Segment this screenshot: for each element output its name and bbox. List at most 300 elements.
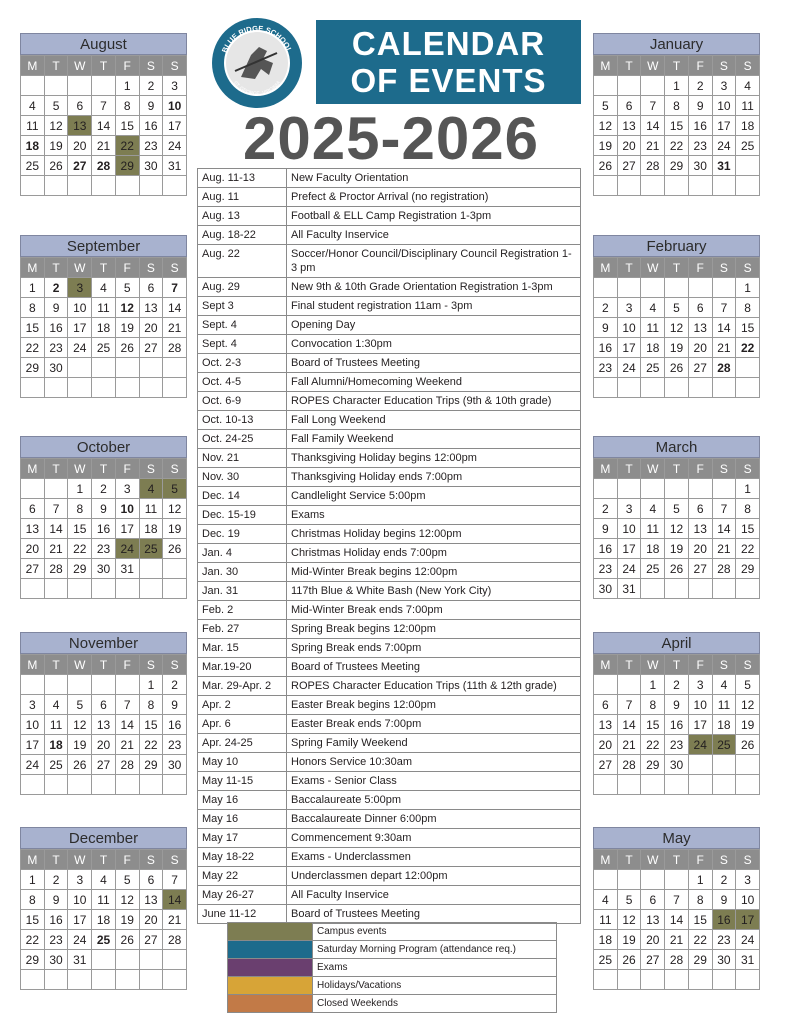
month-grid [20, 849, 187, 990]
empty-cell [45, 775, 69, 795]
event-row [198, 544, 581, 563]
empty-cell [140, 775, 164, 795]
event-description: Board of Trustees Meeting [287, 658, 581, 677]
event-date: Oct. 2-3 [198, 354, 287, 373]
day-cell: 10 [713, 96, 737, 116]
empty-cell [163, 559, 187, 579]
day-cell: 29 [689, 950, 713, 970]
day-cell: 17 [736, 910, 760, 930]
event-row [198, 848, 581, 867]
day-cell: 31 [736, 950, 760, 970]
day-cell: 18 [140, 519, 164, 539]
day-cell: 1 [140, 675, 164, 695]
day-cell: 22 [21, 930, 45, 950]
day-cell: 9 [163, 695, 187, 715]
weekday-header: S [140, 850, 164, 870]
empty-cell [665, 479, 689, 499]
day-cell: 7 [92, 96, 116, 116]
weekday-header: T [92, 655, 116, 675]
day-cell: 9 [594, 318, 618, 338]
month-grid [20, 654, 187, 795]
day-cell: 3 [736, 870, 760, 890]
day-cell: 26 [594, 156, 618, 176]
empty-cell [689, 755, 713, 775]
day-cell: 6 [641, 890, 665, 910]
event-row [198, 226, 581, 245]
calendar-october [20, 436, 187, 599]
legend-swatch [228, 977, 313, 995]
day-cell: 14 [116, 715, 140, 735]
event-description: Commencement 9:30am [287, 829, 581, 848]
day-cell: 7 [163, 278, 187, 298]
legend-swatch [228, 941, 313, 959]
event-date: Oct. 24-25 [198, 430, 287, 449]
empty-cell [641, 970, 665, 990]
weekday-header: T [92, 56, 116, 76]
day-cell: 22 [689, 930, 713, 950]
empty-cell [116, 775, 140, 795]
day-cell: 14 [92, 116, 116, 136]
weekday-header: F [116, 459, 140, 479]
empty-cell [736, 970, 760, 990]
month-title: September [20, 235, 187, 257]
empty-cell [45, 76, 69, 96]
day-cell: 24 [163, 136, 187, 156]
month-grid [593, 458, 760, 599]
day-cell: 4 [641, 298, 665, 318]
day-cell: 29 [116, 156, 140, 176]
weekday-header: S [163, 850, 187, 870]
day-cell: 21 [665, 930, 689, 950]
empty-cell [68, 176, 92, 196]
event-description: Fall Long Weekend [287, 411, 581, 430]
month-grid [593, 55, 760, 196]
day-cell: 14 [45, 519, 69, 539]
day-cell: 17 [618, 539, 642, 559]
day-cell: 24 [713, 136, 737, 156]
day-cell: 13 [92, 715, 116, 735]
day-cell: 25 [92, 338, 116, 358]
empty-cell [92, 358, 116, 378]
day-cell: 20 [594, 735, 618, 755]
day-cell: 2 [45, 870, 69, 890]
day-cell: 12 [68, 715, 92, 735]
event-date: Feb. 2 [198, 601, 287, 620]
day-cell: 6 [92, 695, 116, 715]
weekday-header: F [689, 850, 713, 870]
empty-cell [163, 775, 187, 795]
day-cell: 8 [665, 96, 689, 116]
day-cell: 7 [116, 695, 140, 715]
event-description: Spring Break ends 7:00pm [287, 639, 581, 658]
day-cell: 6 [21, 499, 45, 519]
event-description: Soccer/Honor Council/Disciplinary Council Registration 1-3 pm [287, 245, 581, 278]
month-grid [20, 257, 187, 398]
empty-cell [665, 775, 689, 795]
event-description: Baccalaureate Dinner 6:00pm [287, 810, 581, 829]
event-description: Easter Break ends 7:00pm [287, 715, 581, 734]
weekday-header: M [594, 850, 618, 870]
empty-cell [45, 378, 69, 398]
day-cell: 8 [21, 298, 45, 318]
weekday-header: S [140, 459, 164, 479]
day-cell: 22 [736, 338, 760, 358]
event-date: Mar.19-20 [198, 658, 287, 677]
empty-cell [140, 970, 164, 990]
day-cell: 27 [689, 358, 713, 378]
day-cell: 13 [689, 519, 713, 539]
day-cell: 22 [21, 338, 45, 358]
day-cell: 30 [92, 559, 116, 579]
event-row [198, 354, 581, 373]
day-cell: 6 [140, 278, 164, 298]
day-cell: 9 [665, 695, 689, 715]
empty-cell [641, 176, 665, 196]
day-cell: 22 [140, 735, 164, 755]
day-cell: 15 [140, 715, 164, 735]
day-cell: 27 [92, 755, 116, 775]
day-cell: 2 [163, 675, 187, 695]
weekday-header: T [92, 258, 116, 278]
day-cell: 23 [92, 539, 116, 559]
event-date: Mar. 15 [198, 639, 287, 658]
calendar-august [20, 33, 187, 196]
month-title: August [20, 33, 187, 55]
legend-swatch [228, 995, 313, 1013]
day-cell: 12 [116, 890, 140, 910]
day-cell: 29 [665, 156, 689, 176]
day-cell: 9 [689, 96, 713, 116]
day-cell: 30 [45, 950, 69, 970]
day-cell: 22 [736, 539, 760, 559]
day-cell: 16 [140, 116, 164, 136]
weekday-header: S [736, 655, 760, 675]
day-cell: 1 [736, 278, 760, 298]
weekday-header: T [92, 850, 116, 870]
weekday-header: W [641, 258, 665, 278]
event-description: Fall Family Weekend [287, 430, 581, 449]
month-grid [593, 849, 760, 990]
empty-cell [92, 378, 116, 398]
day-cell: 19 [594, 136, 618, 156]
month-title: April [593, 632, 760, 654]
weekday-header: T [665, 850, 689, 870]
event-description: Board of Trustees Meeting [287, 354, 581, 373]
empty-cell [163, 378, 187, 398]
event-description: Easter Break begins 12:00pm [287, 696, 581, 715]
weekday-header: M [21, 850, 45, 870]
empty-cell [163, 970, 187, 990]
event-row [198, 487, 581, 506]
day-cell: 24 [736, 930, 760, 950]
day-cell: 11 [140, 499, 164, 519]
day-cell: 27 [140, 338, 164, 358]
calendar-march [593, 436, 760, 599]
day-cell: 23 [713, 930, 737, 950]
day-cell: 31 [116, 559, 140, 579]
month-title: November [20, 632, 187, 654]
day-cell: 25 [21, 156, 45, 176]
day-cell: 19 [116, 910, 140, 930]
event-date: Nov. 30 [198, 468, 287, 487]
day-cell: 18 [641, 539, 665, 559]
empty-cell [665, 278, 689, 298]
empty-cell [68, 775, 92, 795]
month-grid [20, 458, 187, 599]
event-description: Convocation 1:30pm [287, 335, 581, 354]
day-cell: 9 [140, 96, 164, 116]
empty-cell [140, 559, 164, 579]
legend-row [228, 977, 557, 995]
empty-cell [140, 378, 164, 398]
weekday-header: T [92, 459, 116, 479]
empty-cell [736, 156, 760, 176]
event-date: May 16 [198, 810, 287, 829]
day-cell: 24 [689, 735, 713, 755]
day-cell: 19 [665, 539, 689, 559]
day-cell: 12 [665, 519, 689, 539]
day-cell: 11 [736, 96, 760, 116]
day-cell: 30 [594, 579, 618, 599]
day-cell: 14 [618, 715, 642, 735]
weekday-header: W [68, 655, 92, 675]
day-cell: 13 [618, 116, 642, 136]
day-cell: 17 [21, 735, 45, 755]
day-cell: 16 [689, 116, 713, 136]
empty-cell [21, 970, 45, 990]
day-cell: 28 [641, 156, 665, 176]
month-title: October [20, 436, 187, 458]
day-cell: 29 [21, 950, 45, 970]
day-cell: 16 [594, 338, 618, 358]
empty-cell [618, 675, 642, 695]
day-cell: 28 [163, 930, 187, 950]
day-cell: 10 [618, 318, 642, 338]
day-cell: 6 [689, 499, 713, 519]
day-cell: 8 [641, 695, 665, 715]
event-date: Aug. 29 [198, 278, 287, 297]
day-cell: 25 [140, 539, 164, 559]
day-cell: 24 [618, 358, 642, 378]
empty-cell [665, 970, 689, 990]
empty-cell [21, 176, 45, 196]
event-description: Opening Day [287, 316, 581, 335]
event-date: Oct. 4-5 [198, 373, 287, 392]
day-cell: 10 [68, 890, 92, 910]
empty-cell [116, 579, 140, 599]
day-cell: 21 [163, 318, 187, 338]
day-cell: 28 [92, 156, 116, 176]
event-row [198, 449, 581, 468]
day-cell: 17 [68, 318, 92, 338]
day-cell: 18 [641, 338, 665, 358]
event-date: Aug. 13 [198, 207, 287, 226]
day-cell: 9 [713, 890, 737, 910]
event-date: Nov. 21 [198, 449, 287, 468]
day-cell: 8 [140, 695, 164, 715]
weekday-header: T [618, 850, 642, 870]
event-row [198, 392, 581, 411]
day-cell: 19 [665, 338, 689, 358]
event-row [198, 430, 581, 449]
day-cell: 29 [641, 755, 665, 775]
empty-cell [713, 970, 737, 990]
day-cell: 3 [713, 76, 737, 96]
day-cell: 10 [163, 96, 187, 116]
day-cell: 30 [689, 156, 713, 176]
day-cell: 29 [140, 755, 164, 775]
day-cell: 18 [736, 116, 760, 136]
empty-cell [689, 176, 713, 196]
empty-cell [618, 76, 642, 96]
empty-cell [45, 479, 69, 499]
event-date: May 16 [198, 791, 287, 810]
school-seal-logo [211, 17, 303, 109]
day-cell: 21 [116, 735, 140, 755]
empty-cell [45, 970, 69, 990]
empty-cell [665, 579, 689, 599]
empty-cell [92, 775, 116, 795]
day-cell: 26 [68, 755, 92, 775]
day-cell: 20 [618, 136, 642, 156]
event-date: Jan. 4 [198, 544, 287, 563]
empty-cell [594, 479, 618, 499]
empty-cell [713, 755, 737, 775]
day-cell: 27 [641, 950, 665, 970]
day-cell: 25 [45, 755, 69, 775]
empty-cell [713, 479, 737, 499]
event-description: Exams - Senior Class [287, 772, 581, 791]
day-cell: 3 [618, 298, 642, 318]
legend-row [228, 923, 557, 941]
weekday-header: T [665, 258, 689, 278]
day-cell: 23 [665, 735, 689, 755]
empty-cell [45, 579, 69, 599]
event-row [198, 506, 581, 525]
day-cell: 12 [736, 695, 760, 715]
event-date: May 11-15 [198, 772, 287, 791]
day-cell: 16 [45, 318, 69, 338]
day-cell: 10 [618, 519, 642, 539]
day-cell: 23 [689, 136, 713, 156]
day-cell: 29 [68, 559, 92, 579]
day-cell: 26 [163, 539, 187, 559]
empty-cell [68, 76, 92, 96]
day-cell: 5 [736, 675, 760, 695]
empty-cell [618, 176, 642, 196]
weekday-header: W [641, 56, 665, 76]
empty-cell [618, 378, 642, 398]
day-cell: 24 [68, 930, 92, 950]
day-cell: 29 [736, 559, 760, 579]
event-row [198, 411, 581, 430]
day-cell: 16 [713, 910, 737, 930]
day-cell: 9 [594, 519, 618, 539]
day-cell: 28 [163, 338, 187, 358]
day-cell: 5 [665, 298, 689, 318]
calendar-january [593, 33, 760, 196]
empty-cell [116, 970, 140, 990]
empty-cell [618, 278, 642, 298]
day-cell: 27 [140, 930, 164, 950]
empty-cell [713, 278, 737, 298]
day-cell: 11 [92, 298, 116, 318]
day-cell: 8 [736, 499, 760, 519]
weekday-header: S [140, 56, 164, 76]
event-description: 117th Blue & White Bash (New York City) [287, 582, 581, 601]
empty-cell [116, 950, 140, 970]
empty-cell [116, 176, 140, 196]
day-cell: 30 [140, 156, 164, 176]
event-row [198, 278, 581, 297]
empty-cell [68, 579, 92, 599]
empty-cell [713, 775, 737, 795]
event-description: Christmas Holiday ends 7:00pm [287, 544, 581, 563]
empty-cell [641, 579, 665, 599]
day-cell: 7 [163, 870, 187, 890]
day-cell: 15 [736, 519, 760, 539]
day-cell: 23 [163, 735, 187, 755]
day-cell: 26 [665, 358, 689, 378]
event-description: New 9th & 10th Grade Orientation Registration 1-3pm [287, 278, 581, 297]
event-row [198, 829, 581, 848]
day-cell: 5 [116, 278, 140, 298]
day-cell: 12 [116, 298, 140, 318]
event-description: Spring Family Weekend [287, 734, 581, 753]
day-cell: 4 [92, 870, 116, 890]
day-cell: 27 [689, 559, 713, 579]
month-grid [593, 654, 760, 795]
event-date: Aug. 11-13 [198, 169, 287, 188]
empty-cell [21, 675, 45, 695]
event-row [198, 468, 581, 487]
day-cell: 31 [713, 156, 737, 176]
day-cell: 5 [163, 479, 187, 499]
weekday-header: S [713, 850, 737, 870]
empty-cell [713, 176, 737, 196]
day-cell: 23 [45, 930, 69, 950]
weekday-header: T [45, 850, 69, 870]
event-description: Honors Service 10:30am [287, 753, 581, 772]
weekday-header: T [45, 655, 69, 675]
weekday-header: M [21, 56, 45, 76]
legend [227, 922, 557, 1013]
empty-cell [21, 775, 45, 795]
empty-cell [163, 579, 187, 599]
day-cell: 10 [21, 715, 45, 735]
event-row [198, 188, 581, 207]
day-cell: 25 [713, 735, 737, 755]
empty-cell [736, 176, 760, 196]
event-description: Final student registration 11am - 3pm [287, 297, 581, 316]
weekday-header: S [713, 459, 737, 479]
legend-row [228, 941, 557, 959]
event-description: Exams - Underclassmen [287, 848, 581, 867]
event-date: Oct. 6-9 [198, 392, 287, 411]
year-heading: 2025-2026 [243, 105, 539, 172]
legend-swatch [228, 959, 313, 977]
day-cell: 4 [140, 479, 164, 499]
empty-cell [68, 970, 92, 990]
day-cell: 20 [92, 735, 116, 755]
event-row [198, 791, 581, 810]
day-cell: 22 [116, 136, 140, 156]
event-description: ROPES Character Education Trips (9th & 10th grade) [287, 392, 581, 411]
event-date: June 11-12 [198, 905, 287, 924]
empty-cell [45, 675, 69, 695]
empty-cell [45, 176, 69, 196]
event-date: Apr. 2 [198, 696, 287, 715]
